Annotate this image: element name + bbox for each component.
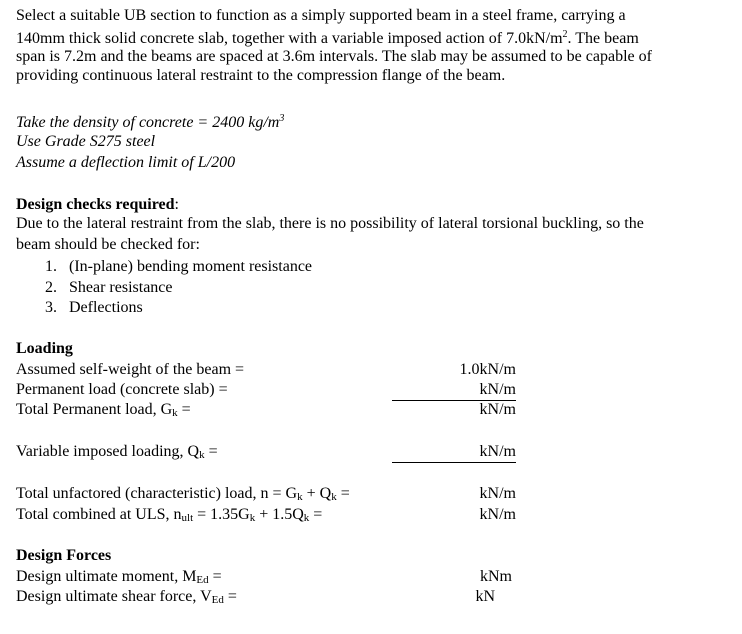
density-assumption bbox=[16, 113, 284, 132]
uls-text: Total combined at ULS, n bbox=[16, 506, 182, 523]
uls-load-unit: kN/m bbox=[479, 506, 516, 523]
moment-label bbox=[16, 568, 222, 586]
answer-underline bbox=[392, 462, 516, 463]
superscript: 2 bbox=[562, 28, 568, 40]
intro-line-2-end: . The beam bbox=[567, 29, 639, 47]
equals-sign: = bbox=[204, 443, 218, 460]
loading-heading: Loading bbox=[16, 340, 73, 357]
equals-sign: = bbox=[223, 588, 237, 605]
shear-unit: kN bbox=[475, 588, 495, 605]
unfactored-load-label bbox=[16, 485, 350, 503]
variable-load-label bbox=[16, 443, 218, 461]
total-permanent-text: Total Permanent load, G bbox=[16, 401, 173, 418]
steel-grade: Use Grade S275 steel bbox=[16, 133, 156, 150]
shear-text: Design ultimate shear force, V bbox=[16, 588, 212, 605]
unfactored-plus: + Q bbox=[302, 485, 332, 502]
moment-text: Design ultimate moment, M bbox=[16, 568, 197, 585]
intro-line-2-text: 140mm thick solid concrete slab, together with a variable imposed action of 7.0kN/m bbox=[16, 29, 563, 47]
subscript: ult bbox=[181, 512, 194, 524]
total-permanent-unit: kN/m bbox=[479, 401, 516, 418]
uls-plus: + 1.5Q bbox=[255, 506, 304, 523]
checks-heading-colon: : bbox=[174, 196, 179, 213]
equals-sign: = bbox=[336, 485, 350, 502]
subscript: k bbox=[297, 491, 303, 503]
permanent-load-unit: kN/m bbox=[479, 381, 516, 398]
equals-sign: = bbox=[208, 568, 222, 585]
uls-load-label bbox=[16, 506, 322, 524]
list-item-2-num: 2. bbox=[45, 279, 57, 296]
subscript: Ed bbox=[196, 574, 209, 586]
checks-text-2: beam should be checked for: bbox=[16, 236, 200, 253]
list-item-1-num: 1. bbox=[45, 258, 57, 275]
list-item-2-text: Shear resistance bbox=[69, 279, 173, 296]
permanent-load-label: Permanent load (concrete slab) = bbox=[16, 381, 228, 398]
checks-heading bbox=[16, 196, 179, 214]
intro-line-3: span is 7.2m and the beams are spaced at 3.6m intervals. The slab may be assumed to be capable of bbox=[16, 48, 652, 65]
checks-text-1: Due to the lateral restraint from the slab, there is no possibility of lateral torsional buckling, so the bbox=[16, 215, 644, 232]
uls-eq: = 1.35G bbox=[193, 506, 250, 523]
subscript: k bbox=[331, 491, 337, 503]
self-weight-unit: 1.0kN/m bbox=[459, 361, 516, 378]
subscript: Ed bbox=[211, 594, 224, 606]
deflection-limit: Assume a deflection limit of L/200 bbox=[16, 154, 236, 171]
checks-heading-text: Design checks required bbox=[16, 196, 175, 213]
self-weight-label: Assumed self-weight of the beam = bbox=[16, 361, 245, 378]
intro-line-4: providing continuous lateral restraint to the compression flange of the beam. bbox=[16, 66, 506, 84]
total-permanent-label bbox=[16, 401, 191, 419]
subscript: k bbox=[303, 512, 310, 524]
equals-sign: = bbox=[177, 401, 191, 418]
problem-statement bbox=[16, 7, 736, 85]
subscript: k bbox=[172, 407, 178, 419]
moment-unit: kNm bbox=[480, 568, 512, 585]
intro-line-2 bbox=[16, 26, 736, 49]
unfactored-load-unit: kN/m bbox=[479, 485, 516, 502]
variable-load-unit: kN/m bbox=[479, 443, 516, 460]
shear-label bbox=[16, 588, 237, 606]
equals-sign: = bbox=[309, 506, 323, 523]
list-item-3-num: 3. bbox=[45, 299, 57, 316]
density-superscript: 3 bbox=[279, 113, 285, 124]
intro-line-1: Select a suitable UB section to function as a simply supported beam in a steel frame, carrying a bbox=[16, 7, 626, 24]
subscript: k bbox=[249, 512, 256, 524]
subscript: k bbox=[199, 449, 205, 461]
unfactored-text: Total unfactored (characteristic) load, n = G bbox=[16, 485, 298, 502]
list-item-3-text: Deflections bbox=[69, 299, 143, 316]
density-text: Take the density of concrete = 2400 kg/m bbox=[16, 114, 280, 131]
list-item-1-text: (In-plane) bending moment resistance bbox=[69, 258, 313, 275]
forces-heading: Design Forces bbox=[16, 547, 112, 564]
variable-load-text: Variable imposed loading, Q bbox=[16, 443, 200, 460]
